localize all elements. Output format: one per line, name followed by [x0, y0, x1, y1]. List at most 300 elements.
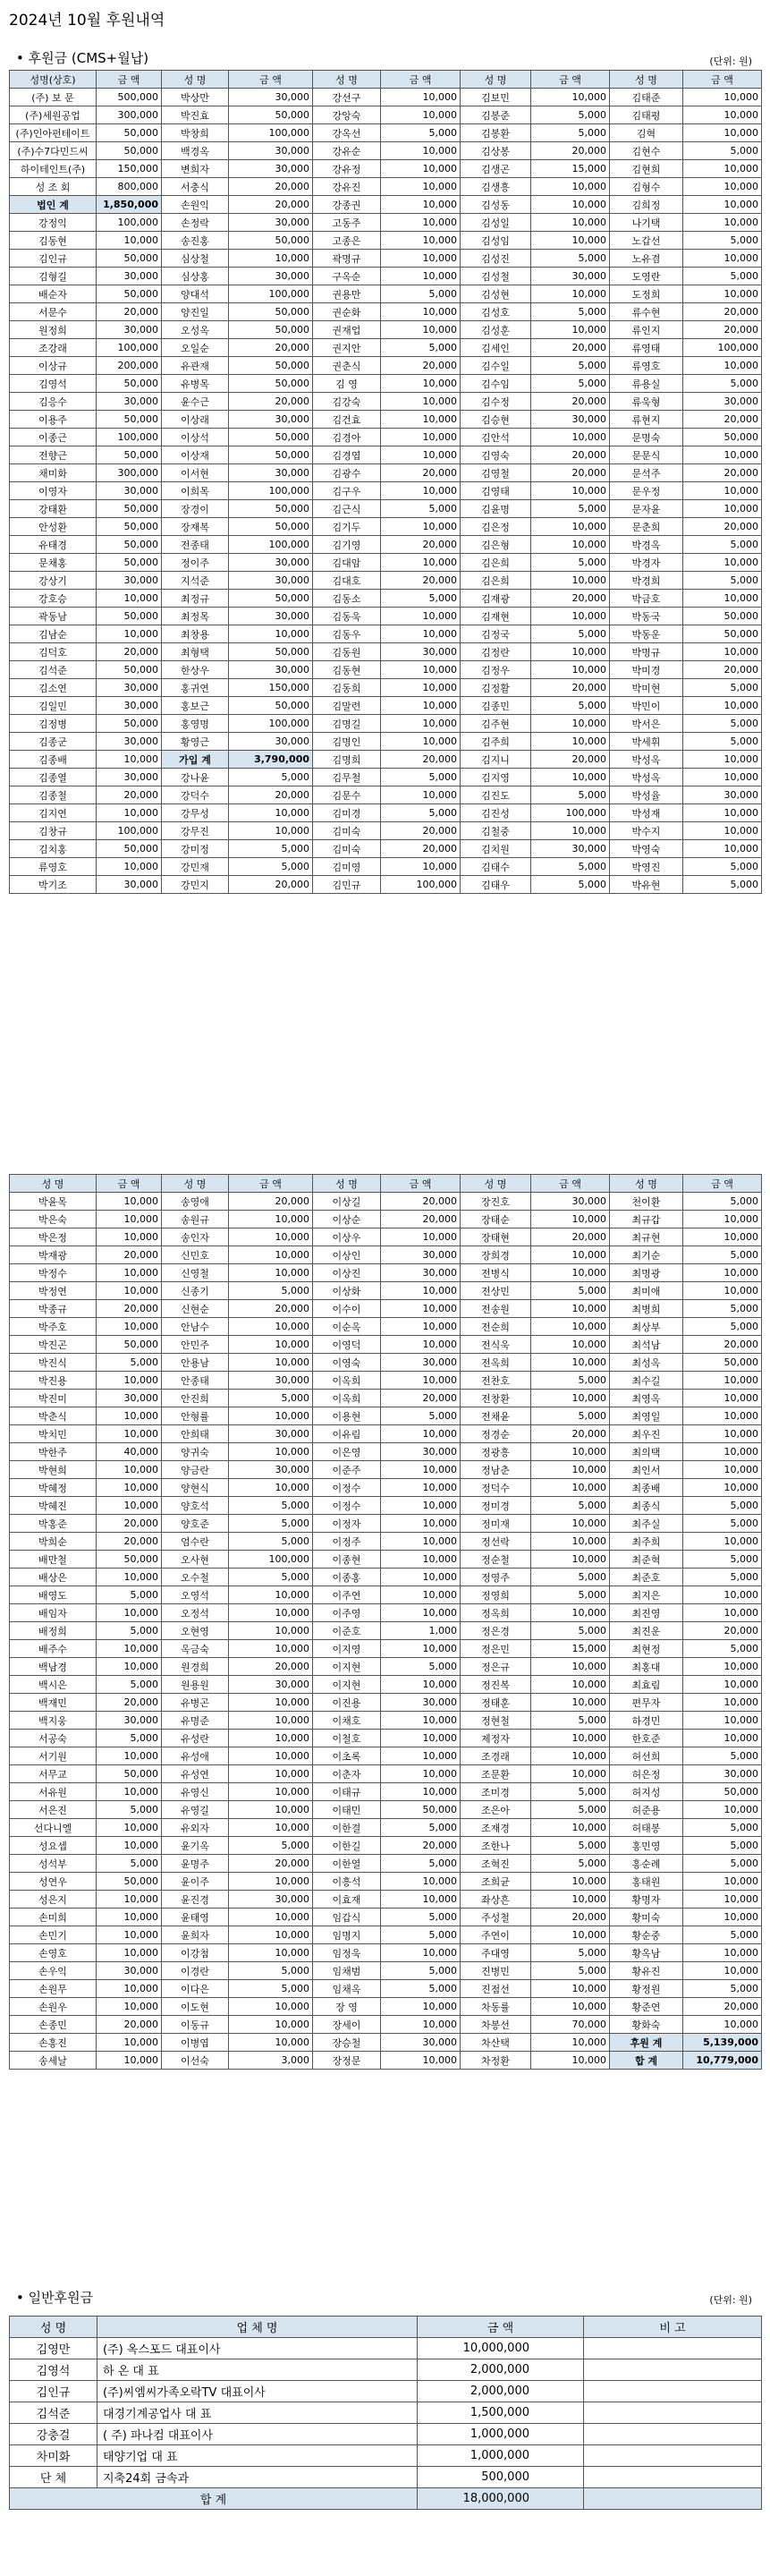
donor-name: 김종열 — [10, 769, 97, 786]
donor-name: 정선락 — [461, 1533, 531, 1551]
donor-name: 안민주 — [162, 1336, 229, 1354]
donor-name: 김미영 — [313, 858, 381, 876]
donation-amount: 5,000 — [683, 858, 762, 876]
donor-name: 박현희 — [10, 1461, 97, 1479]
donation-amount: 10,000 — [683, 89, 762, 106]
donation-amount: 10,000 — [683, 1658, 762, 1676]
donor-name: 이준주 — [313, 1461, 381, 1479]
donor-name: 박윤목 — [10, 1193, 97, 1211]
donor-name: 최영옥 — [610, 1390, 683, 1407]
donation-amount: 5,000 — [683, 1980, 762, 1998]
donor-name: 이종근 — [10, 429, 97, 446]
donation-amount: 10,000 — [683, 769, 762, 786]
donor-name: 권지안 — [313, 339, 381, 357]
donation-amount: 20,000 — [229, 339, 313, 357]
donor-name: 이지현 — [313, 1658, 381, 1676]
donor-name: 이철호 — [313, 1730, 381, 1747]
donation-amount: 10,000 — [97, 751, 162, 769]
donor-name: 원정희 — [10, 321, 97, 339]
donation-amount: 50,000 — [229, 446, 313, 464]
donation-amount: 10,000 — [97, 1228, 162, 1246]
donation-amount: 200,000 — [97, 357, 162, 375]
donor-name: 이상석 — [162, 429, 229, 446]
remarks — [584, 2467, 762, 2488]
donation-amount: 10,000 — [683, 1282, 762, 1300]
table-row — [10, 1730, 762, 1747]
donation-amount: 10,000 — [229, 625, 313, 643]
donor-name: 임명지 — [313, 1926, 381, 1944]
donor-name: 고종은 — [313, 232, 381, 250]
donation-amount: 10,000 — [381, 625, 461, 643]
remarks — [584, 2338, 762, 2359]
donation-amount: 5,000 — [683, 1569, 762, 1586]
donor-name: 강호승 — [10, 590, 97, 608]
donation-amount: 15,000 — [531, 1640, 610, 1658]
table-row — [10, 1372, 762, 1390]
donation-amount: 10,000 — [381, 1479, 461, 1497]
donation-amount: 5,000 — [531, 375, 610, 393]
table-row — [10, 590, 762, 608]
donation-amount: 1,000,000 — [418, 2424, 584, 2445]
donor-name: 진점선 — [461, 1980, 531, 1998]
donor-name: 김수일 — [461, 357, 531, 375]
donation-amount: 10,000 — [531, 1211, 610, 1228]
donation-amount: 30,000 — [97, 733, 162, 751]
donor-name: 한상우 — [162, 661, 229, 679]
table-row — [10, 751, 762, 769]
donor-name: 곽명규 — [313, 250, 381, 268]
table-row — [10, 1551, 762, 1569]
donation-amount: 50,000 — [229, 590, 313, 608]
donor-name: 조한나 — [461, 1837, 531, 1855]
donation-amount: 20,000 — [531, 590, 610, 608]
column-header: 비 고 — [584, 2317, 762, 2338]
donation-amount: 20,000 — [381, 464, 461, 482]
section-heading-general: • 일반후원금 — [16, 2290, 94, 2306]
table-row — [10, 1962, 762, 1980]
donation-amount: 5,000 — [381, 1658, 461, 1676]
donor-name: 김미숙 — [313, 840, 381, 858]
donation-amount: 5,000 — [683, 1747, 762, 1765]
donation-amount: 10,000 — [381, 1730, 461, 1747]
donation-amount: 300,000 — [97, 106, 162, 124]
donation-amount: 10,000 — [683, 1372, 762, 1390]
donation-amount: 50,000 — [97, 446, 162, 464]
donation-amount: 5,000 — [381, 804, 461, 822]
donor-name: 박금호 — [610, 590, 683, 608]
donation-amount: 10,000 — [683, 482, 762, 500]
donation-amount: 30,000 — [229, 1676, 313, 1694]
donor-name: 정영희 — [461, 1586, 531, 1604]
donation-amount: 5,000 — [229, 1569, 313, 1586]
donation-amount: 10,000 — [683, 196, 762, 214]
donation-amount: 30,000 — [229, 1461, 313, 1479]
donation-amount: 20,000 — [381, 1390, 461, 1407]
donor-name: 김주현 — [461, 715, 531, 733]
donation-amount: 150,000 — [229, 679, 313, 697]
donor-name: 주대영 — [461, 1944, 531, 1962]
donor-name: 손원익 — [162, 196, 229, 214]
donation-amount: 100,000 — [97, 339, 162, 357]
donor-name: 선다니엘 — [10, 1819, 97, 1837]
donation-amount: 5,000 — [381, 339, 461, 357]
donor-name: 강선구 — [313, 89, 381, 106]
donor-name: 백남경 — [10, 1658, 97, 1676]
donation-amount: 20,000 — [683, 1622, 762, 1640]
donation-amount: 30,000 — [229, 89, 313, 106]
donation-amount: 30,000 — [97, 1712, 162, 1730]
table-row — [10, 1211, 762, 1228]
donor-name: 권재업 — [313, 321, 381, 339]
donor-name: 정진복 — [461, 1676, 531, 1694]
table-row — [10, 1998, 762, 2016]
donation-amount: 30,000 — [229, 661, 313, 679]
donation-amount: 10,000 — [683, 1443, 762, 1461]
company-name: 태양기업 대 표 — [97, 2445, 418, 2467]
donor-name: 양금란 — [162, 1461, 229, 1479]
total-row — [10, 2488, 762, 2510]
donation-amount: 5,000 — [683, 1819, 762, 1837]
total-amount: 18,000,000 — [418, 2488, 584, 2510]
donation-amount: 5,000 — [531, 106, 610, 124]
donation-amount: 20,000 — [97, 1300, 162, 1318]
donor-name: 윤희자 — [162, 1926, 229, 1944]
donation-amount: 5,000 — [381, 769, 461, 786]
donor-name: 류현지 — [610, 411, 683, 429]
donor-name: 전식욱 — [461, 1336, 531, 1354]
donor-name: 김무철 — [313, 769, 381, 786]
donor-name: 김동현 — [313, 661, 381, 679]
donor-name: 서기원 — [10, 1747, 97, 1765]
donation-amount: 10,000 — [381, 429, 461, 446]
donor-name: 전상민 — [461, 1282, 531, 1300]
donation-amount: 50,000 — [97, 715, 162, 733]
donor-name: 김경엽 — [313, 446, 381, 464]
donor-name: 문석주 — [610, 464, 683, 482]
donation-amount: 5,000 — [683, 1515, 762, 1533]
donation-amount: 10,000 — [229, 1622, 313, 1640]
donation-amount: 20,000 — [97, 1515, 162, 1533]
table-row — [10, 106, 762, 124]
donor-name: 신종기 — [162, 1282, 229, 1300]
donor-name: 김성훈 — [461, 321, 531, 339]
donation-amount: 10,000 — [381, 1336, 461, 1354]
donor-name: 이태민 — [313, 1801, 381, 1819]
donor-name: 강나윤 — [162, 769, 229, 786]
donor-name: 성연우 — [10, 1873, 97, 1891]
donation-amount: 10,000 — [531, 1873, 610, 1891]
donation-amount: 20,000 — [97, 1694, 162, 1712]
donor-name: 주연이 — [461, 1926, 531, 1944]
donor-name: 허은정 — [610, 1765, 683, 1783]
company-name: 대경기계공업사 대 표 — [97, 2402, 418, 2424]
donation-amount: 10,000 — [683, 697, 762, 715]
donor-name: 김성현 — [461, 285, 531, 303]
donation-amount: 10,000 — [381, 1944, 461, 1962]
donation-amount: 20,000 — [97, 303, 162, 321]
donor-name: 김건효 — [313, 411, 381, 429]
donation-amount: 10,000 — [381, 1604, 461, 1622]
donor-name: 이초록 — [313, 1747, 381, 1765]
donation-amount: 5,000 — [229, 1515, 313, 1533]
donor-name: 박진용 — [10, 1372, 97, 1390]
donor-name: 김영태 — [461, 482, 531, 500]
donor-name: 최준호 — [610, 1569, 683, 1586]
donor-name: 이태규 — [313, 1783, 381, 1801]
donation-amount: 5,000 — [229, 769, 313, 786]
donation-amount: 50,000 — [229, 303, 313, 321]
donor-name: 박혜진 — [10, 1497, 97, 1515]
donation-amount: 50,000 — [229, 321, 313, 339]
donation-amount: 20,000 — [683, 518, 762, 536]
donation-amount: 30,000 — [531, 1193, 610, 1211]
table-row — [10, 572, 762, 590]
donor-name: 성 조 회 — [10, 178, 97, 196]
donor-name: 안진희 — [162, 1390, 229, 1407]
donation-amount: 5,000 — [97, 1676, 162, 1694]
donation-amount: 10,000 — [97, 2034, 162, 2052]
donor-name: 류욱형 — [610, 393, 683, 411]
donor-name: 전옥희 — [461, 1354, 531, 1372]
donor-name: 김진도 — [461, 786, 531, 804]
donor-name: 이병엽 — [162, 2034, 229, 2052]
donation-amount: 5,000 — [683, 1855, 762, 1873]
table-row — [10, 1318, 762, 1336]
donor-name: 이지현 — [313, 1676, 381, 1694]
donation-amount: 5,000 — [97, 1354, 162, 1372]
donation-amount: 10,000 — [531, 429, 610, 446]
donation-amount: 10,000 — [97, 1944, 162, 1962]
column-header: 성명(상호) — [10, 71, 97, 89]
table-row — [10, 1264, 762, 1282]
donor-name: 김정국 — [461, 625, 531, 643]
donor-name: 김봉환 — [461, 124, 531, 142]
table-row — [10, 2052, 762, 2070]
donor-name: 배만철 — [10, 1551, 97, 1569]
table-row — [10, 1586, 762, 1604]
donation-amount: 5,000 — [531, 1944, 610, 1962]
donation-amount: 50,000 — [97, 661, 162, 679]
total-label: 합 계 — [10, 2488, 418, 2510]
donation-amount: 10,000 — [683, 804, 762, 822]
donor-name: 이흥석 — [313, 1873, 381, 1891]
donor-name: (주)세원공업 — [10, 106, 97, 124]
table-row — [10, 697, 762, 715]
donation-amount: 5,000 — [531, 1622, 610, 1640]
donation-amount: 10,000 — [683, 500, 762, 518]
table-row — [10, 2424, 762, 2445]
donation-amount: 5,000 — [531, 1962, 610, 1980]
donor-name: 김구우 — [313, 482, 381, 500]
donor-name: 송영애 — [162, 1193, 229, 1211]
donation-amount: 20,000 — [531, 751, 610, 769]
total-amount: 3,790,000 — [229, 751, 313, 769]
donor-name: 최주실 — [610, 1515, 683, 1533]
column-header: 금 액 — [229, 71, 313, 89]
donation-amount: 30,000 — [531, 840, 610, 858]
company-name: ( 주) 파나컴 대표이사 — [97, 2424, 418, 2445]
donation-amount: 10,000 — [531, 1891, 610, 1909]
donor-name: 신영철 — [162, 1264, 229, 1282]
donor-name: 박정수 — [10, 1264, 97, 1282]
donor-name: 정광흥 — [461, 1443, 531, 1461]
table-row — [10, 2445, 762, 2467]
donor-name: 김일민 — [10, 697, 97, 715]
donation-amount: 30,000 — [229, 464, 313, 482]
donation-amount: 5,000 — [229, 1533, 313, 1551]
donor-name: 김대호 — [313, 572, 381, 590]
donation-amount: 10,000 — [531, 1694, 610, 1712]
donation-amount: 1,000,000 — [418, 2445, 584, 2467]
donation-amount: 10,000 — [381, 1372, 461, 1390]
donor-name: 정은규 — [461, 1658, 531, 1676]
donor-name: 이상길 — [313, 1193, 381, 1211]
donor-name: 최성옥 — [610, 1354, 683, 1372]
donor-name: 양대석 — [162, 285, 229, 303]
donor-name: 유외자 — [162, 1819, 229, 1837]
donor-name: 차미화 — [10, 2445, 97, 2467]
donor-name: 서유원 — [10, 1783, 97, 1801]
donation-amount: 30,000 — [97, 268, 162, 285]
table-row — [10, 2402, 762, 2424]
donor-name: 김안석 — [461, 429, 531, 446]
donor-name: 정태훈 — [461, 1694, 531, 1712]
donor-name: 윤이주 — [162, 1873, 229, 1891]
donation-amount: 5,000 — [381, 285, 461, 303]
donor-name: 김승현 — [461, 411, 531, 429]
donor-name: 김영석 — [10, 375, 97, 393]
table-row — [10, 661, 762, 679]
donor-name: 박홍준 — [10, 1515, 97, 1533]
donor-name: 천이환 — [610, 1193, 683, 1211]
donor-name: 김종군 — [10, 733, 97, 751]
donation-amount: 20,000 — [683, 464, 762, 482]
donor-name: 김재광 — [461, 590, 531, 608]
column-header: 업 체 명 — [97, 2317, 418, 2338]
donation-amount: 50,000 — [229, 357, 313, 375]
donor-name: 김말련 — [313, 697, 381, 715]
donor-name: 이은영 — [313, 1443, 381, 1461]
donor-name: 강민재 — [162, 858, 229, 876]
donation-amount: 10,000 — [381, 411, 461, 429]
donation-amount: 5,000 — [683, 1551, 762, 1569]
donation-amount: 30,000 — [229, 733, 313, 751]
donation-amount: 10,000 — [683, 1909, 762, 1926]
donation-amount: 50,000 — [97, 1765, 162, 1783]
donor-name: 양호준 — [162, 1515, 229, 1533]
donor-name: 김현수 — [610, 142, 683, 160]
donation-amount: 20,000 — [531, 393, 610, 411]
donation-amount: 10,000 — [229, 1318, 313, 1336]
donation-amount: 30,000 — [381, 1264, 461, 1282]
donation-amount: 20,000 — [381, 1211, 461, 1228]
donor-name: 김지니 — [461, 751, 531, 769]
donation-amount: 800,000 — [97, 178, 162, 196]
table-row — [10, 840, 762, 858]
donor-name: 박춘식 — [10, 1407, 97, 1425]
donor-name: 이영자 — [10, 482, 97, 500]
donation-amount: 50,000 — [97, 554, 162, 572]
donation-amount: 10,000 — [683, 250, 762, 268]
donation-amount: 10,000 — [683, 214, 762, 232]
donor-name: 박민이 — [610, 697, 683, 715]
donor-name: 장경이 — [162, 500, 229, 518]
donation-amount: 10,000 — [381, 661, 461, 679]
donation-amount: 10,000 — [531, 214, 610, 232]
donation-amount: 70,000 — [531, 2016, 610, 2034]
donor-name: 신민호 — [162, 1246, 229, 1264]
donor-name: 김문수 — [313, 786, 381, 804]
donor-name: 최현정 — [610, 1640, 683, 1658]
donor-name: 허준용 — [610, 1801, 683, 1819]
donation-amount: 10,000 — [381, 393, 461, 411]
donor-name: 배영도 — [10, 1586, 97, 1604]
donor-name: 나기택 — [610, 214, 683, 232]
donor-name: 배임자 — [10, 1604, 97, 1622]
donor-name: 심상홍 — [162, 268, 229, 285]
donation-amount: 30,000 — [531, 411, 610, 429]
donor-name: 안희태 — [162, 1425, 229, 1443]
donor-name: 강충걸 — [10, 2424, 97, 2445]
donor-name: 박동운 — [610, 625, 683, 643]
total-label: 가입 계 — [162, 751, 229, 769]
column-header: 성 명 — [10, 2317, 97, 2338]
donor-name: 유병목 — [162, 375, 229, 393]
donor-name: 정은경 — [461, 1622, 531, 1640]
donation-amount: 50,000 — [97, 500, 162, 518]
table-row — [10, 1461, 762, 1479]
donation-amount: 10,000 — [381, 1676, 461, 1694]
donation-amount: 20,000 — [229, 1855, 313, 1873]
donation-amount: 20,000 — [683, 411, 762, 429]
table-row — [10, 196, 762, 214]
donation-amount: 30,000 — [229, 268, 313, 285]
donation-amount: 10,000 — [683, 590, 762, 608]
donation-amount: 5,000 — [531, 1712, 610, 1730]
donor-name: 장 영 — [313, 1998, 381, 2016]
donation-amount: 30,000 — [97, 321, 162, 339]
donor-name: 김영철 — [461, 464, 531, 482]
donation-amount: 10,000 — [381, 1515, 461, 1533]
donor-name: 박상만 — [162, 89, 229, 106]
donor-name: 김동욱 — [313, 608, 381, 625]
donation-amount: 10,000 — [229, 1873, 313, 1891]
donor-name: 이동규 — [162, 2016, 229, 2034]
donation-amount: 10,000 — [381, 1533, 461, 1551]
donation-amount: 10,000 — [381, 1461, 461, 1479]
donation-amount: 1,000 — [381, 1622, 461, 1640]
donor-name: 편무자 — [610, 1694, 683, 1712]
donor-name: 문명숙 — [610, 429, 683, 446]
donation-amount: 10,000 — [381, 1873, 461, 1891]
donor-name: 이영덕 — [313, 1336, 381, 1354]
donation-amount: 10,000 — [381, 1891, 461, 1909]
table-row — [10, 2381, 762, 2402]
table-row — [10, 1747, 762, 1765]
donor-name: 최정목 — [162, 608, 229, 625]
table-row — [10, 1569, 762, 1586]
donation-amount: 10,000 — [531, 572, 610, 590]
donor-name: 이도현 — [162, 1998, 229, 2016]
donation-amount: 50,000 — [683, 625, 762, 643]
donor-name: 송인자 — [162, 1228, 229, 1246]
table-row — [10, 375, 762, 393]
company-name: (주)씨엠씨가족오락TV 대표이사 — [97, 2381, 418, 2402]
donor-name: 윤수근 — [162, 393, 229, 411]
donation-amount: 10,000 — [531, 196, 610, 214]
donation-amount: 10,000 — [97, 1658, 162, 1676]
donation-amount: 10,000 — [531, 1819, 610, 1837]
